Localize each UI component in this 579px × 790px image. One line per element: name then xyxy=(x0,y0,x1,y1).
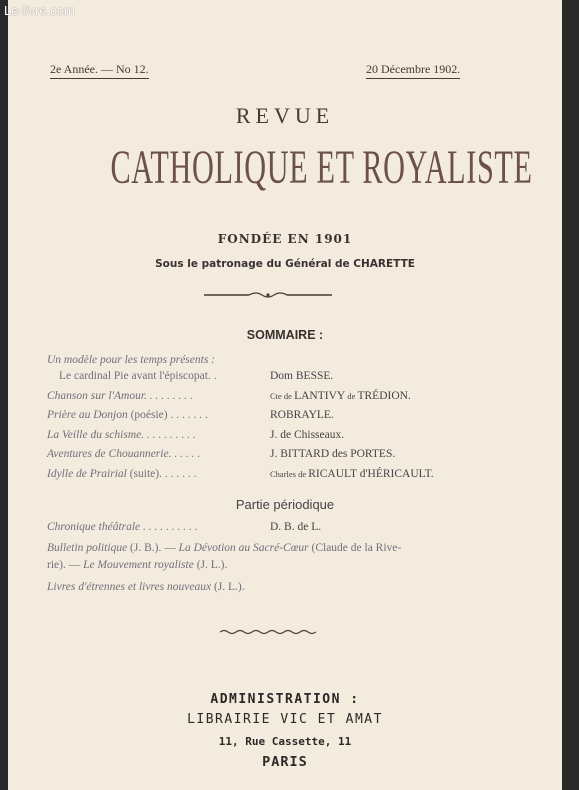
bulletin-line-2: rie). — Le Mouvement royaliste (J. L.). xyxy=(47,559,228,571)
chronique-title: Chronique théâtrale . . . . . . . . . . xyxy=(47,521,198,533)
administration-heading: ADMINISTRATION : xyxy=(210,692,360,707)
journal-title: CATHOLIQUE ET ROYALISTE xyxy=(110,141,533,194)
librairie-name: LIBRAIRIE VIC ET AMAT xyxy=(187,712,383,727)
toc-entry-title: La Veille du schisme. . . . . . . . . . xyxy=(47,429,196,441)
librairie-city: PARIS xyxy=(262,754,308,770)
toc-entry-author: J. de Chisseaux. xyxy=(270,429,345,441)
periodique-heading: Partie périodique xyxy=(235,497,335,512)
toc-entry-title: Prière au Donjon (poésie) . . . . . . . xyxy=(47,409,208,421)
toc-entry-subtitle: Le cardinal Pie avant l'épiscopat. . xyxy=(59,370,217,382)
librairie-address: 11, Rue Cassette, 11 xyxy=(218,735,352,748)
toc-entry-title: Un modèle pour les temps présents : xyxy=(47,354,216,366)
ornament-divider-icon xyxy=(204,290,332,300)
sommaire-heading: SOMMAIRE : xyxy=(246,328,324,342)
issue-date: 20 Décembre 1902. xyxy=(366,62,460,79)
toc-entry-title: Idylle de Prairial (suite). . . . . . . xyxy=(47,468,197,480)
livres-line: Livres d'étrennes et livres nouveaux (J. L.). xyxy=(47,581,245,593)
toc-entry-title: Chanson sur l'Amour. . . . . . . . . xyxy=(47,390,193,402)
founded-line: FONDÉE EN 1901 xyxy=(217,232,353,246)
toc-entry-author: J. BITTARD des PORTES. xyxy=(270,448,396,460)
toc-entry-author: Dom BESSE. xyxy=(270,370,334,382)
bulletin-line-1: Bulletin politique (J. B.). — La Dévotion au Sacré-Cœur (Claude de la Rive- xyxy=(47,542,402,554)
watermark: Le-livre.com xyxy=(4,3,75,18)
chronique-author: D. B. de L. xyxy=(270,521,322,533)
toc-entry-author: Charles de RICAULT d'HÉRICAULT. xyxy=(270,468,434,480)
document-page xyxy=(8,0,562,790)
toc-entry-author: ROBRAYLE. xyxy=(270,409,334,421)
patronage-line: Sous le patronage du Général de CHARETTE xyxy=(155,258,415,270)
toc-entry-author: Cte de LANTIVY de TRÉDION. xyxy=(270,390,411,402)
toc-entry-title: Aventures de Chouannerie. . . . . . xyxy=(47,448,201,460)
revue-label: REVUE xyxy=(235,103,335,128)
small-divider-icon xyxy=(220,629,316,635)
issue-number: 2e Année. — No 12. xyxy=(50,62,149,79)
